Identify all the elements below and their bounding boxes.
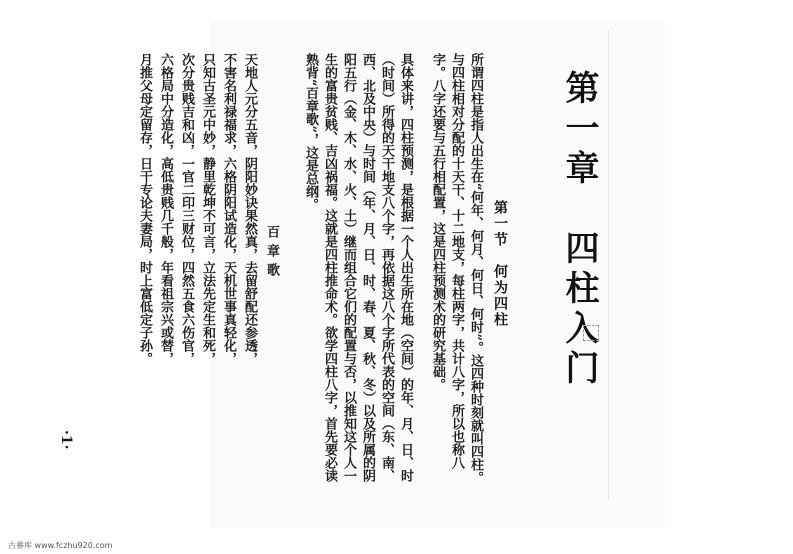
poem-title: 百章歌 — [264, 225, 279, 282]
poem-line: 次分贵贱吉和凶，一官二印三财位，四然五食六伤官， — [179, 53, 194, 365]
chapter-title: 第一章 四柱入门 — [559, 70, 599, 390]
poem-line: 六格局中分造化，高低贵贱几千般，年看祖宗兴或替， — [158, 53, 173, 365]
poem-line: 不害名利禄福求，六格阴阳试造化，天机世事真轻化， — [221, 53, 236, 365]
footer-watermark: 古番库 www.fczhu920.com — [8, 541, 113, 550]
section-title: 第一节 何为四柱 — [492, 200, 508, 328]
poem-body — [95, 53, 260, 493]
scan-edge — [608, 30, 609, 500]
paragraph-detail: 具体来讲，四柱预测，是根据一个人出生所在地（空间）的年、月、日、时（时间）所得的天干地支八个字，再依据这八个字所代表的空间（东、南、西、北及中央）与时间（年、月、日、时、春、夏、秋、冬）以及所属的阴阳五行（金、木、水、火、土）继而组合它们的配置与否，以推知这个人一生的富贵贫贱、吉凶祸福。这就是四柱推命术。欲学四柱八字，首先要必读熟背“百章歌”，这是总纲。 — [303, 53, 413, 482]
margin-mark — [583, 325, 599, 341]
paragraph-intro: 所谓四柱是指人出生在“何年、何月、何日、何时”。这四种时刻就叫四柱。与四柱相对分配的十天干、十二地支，每柱两字，共计八字，所以也称八字。八字还要与五行相配置，这是四柱预测术的研究基础。 — [430, 53, 483, 484]
poem-line: 月推父母定留存，日干专论夫妻局，时上富低定子孙。 — [137, 53, 152, 365]
poem-line: 只知古圣元中妙，静里乾坤不可言，立法先定生和死， — [200, 53, 215, 365]
poem-line: 天地人元分五音，阴阳妙诀果然真，去留舒配还参透， — [242, 53, 257, 365]
page-number: ·1· — [58, 430, 74, 450]
